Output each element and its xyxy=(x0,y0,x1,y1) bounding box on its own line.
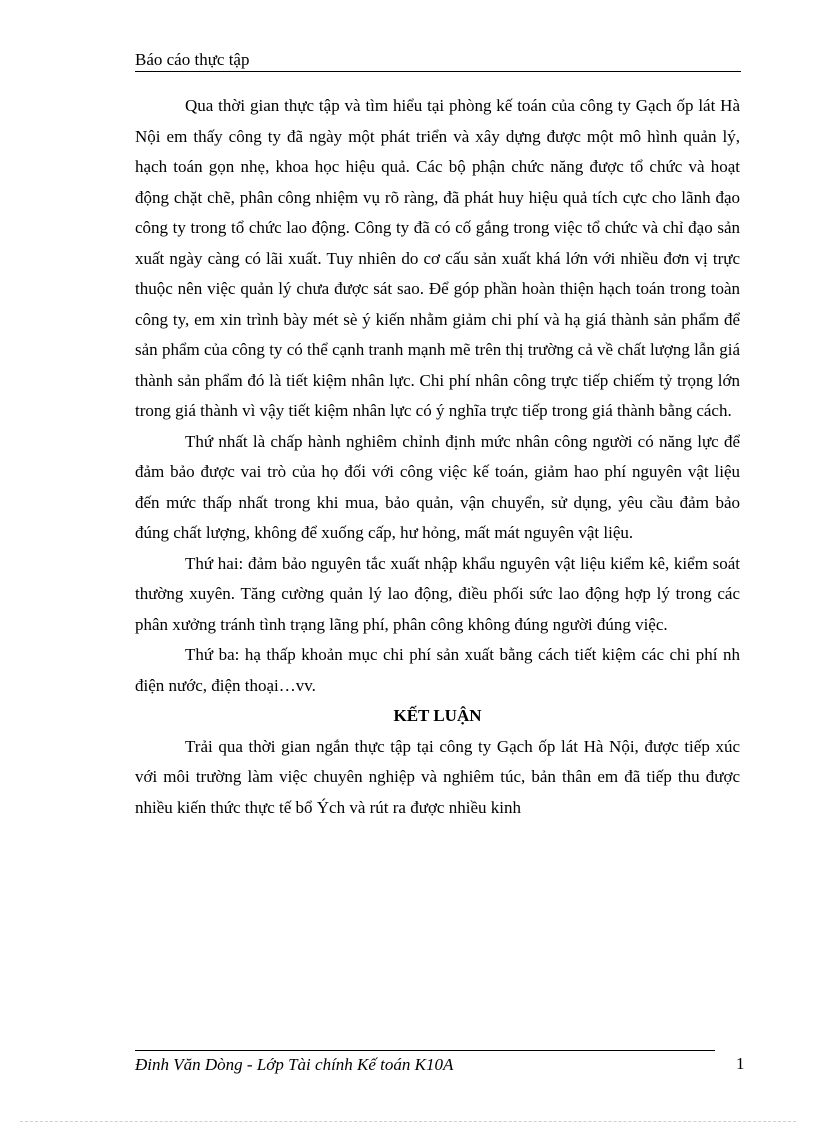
footer-divider xyxy=(135,1050,715,1051)
paragraph-third-measure: Thứ ba: hạ thấp khoản mục chi phí sản xuất bằng cách tiết kiệm các chi phí nh điện nước, điện thoại…vv. xyxy=(135,645,740,695)
page-header: Báo cáo thực tập xyxy=(135,50,741,72)
paragraph-second-measure: Thứ hai: đảm bảo nguyên tắc xuất nhập khẩu nguyên vật liệu kiểm kê, kiểm soát thường xuyên. Tăng cường quản lý lao động, điều phối sức lao động hợp lý trong các phân xưởng tránh tình trạng lãng phí, phân công không đúng người đúng việc. xyxy=(135,553,740,634)
paragraph-conclusion: Trải qua thời gian ngắn thực tập tại công ty Gạch ốp lát Hà Nội, được tiếp xúc với môi trường làm việc chuyên nghiệp và nghiêm túc, bản thân em đã tiếp thu được nhiều kiến thức thực tế bổ Ých và rút ra được nhiều kinh xyxy=(135,736,740,817)
footer-author: Đinh Văn Dòng - Lớp Tài chính Kế toán K10A xyxy=(135,1055,454,1074)
section-heading-conclusion: KẾT LUẬN xyxy=(393,706,482,725)
page-number: 1 xyxy=(736,1054,745,1073)
paragraph-first-measure: Thứ nhất là chấp hành nghiêm chỉnh định mức nhân công người có năng lực để đảm bảo được vai trò của họ đối với công việc kế toán, giảm hao phí nguyên vật liệu đến mức thấp nhất trong khi mua, bảo quản, vận chuyển, sử dụng, yêu cầu đảm bảo đúng chất lượng, không để xuống cấp, hư hỏng, mất mát nguyên vật liệu. xyxy=(135,431,740,542)
page-bottom-edge xyxy=(20,1121,796,1122)
paragraph-introduction: Qua thời gian thực tập và tìm hiểu tại phòng kế toán của công ty Gạch ốp lát Hà Nội em thấy công ty đã ngày một phát triển và xây dựng được một mô hình quản lý, hạch toán gọn nhẹ, khoa học hiệu quả. Các bộ phận chức năng được tổ chức và hoạt động chặt chẽ, phân công nhiệm vụ rõ ràng, đã phát huy hiệu quả tích cực cho lãnh đạo công ty trong tổ chức lao động. Công ty đã có cố gắng trong việc tổ chức và chỉ đạo sản xuất ngày càng có lãi xuất. Tuy nhiên do cơ cấu sản xuất khá lớn với nhiều đơn vị trực thuộc nên việc quản lý chưa được sát sao. Để góp phần hoàn thiện hạch toán trong toàn công ty, em xin trình bày mét sè ý kiến nhằm giảm chi phí và hạ giá thành sản phẩm để sản phẩm của công ty có thể cạnh tranh mạnh mẽ trên thị trường cả về chất lượng lẫn giá thành sản phẩm đó là tiết kiệm nhân lực. Chi phí nhân công trực tiếp chiếm tỷ trọng lớn trong giá thành vì vậy tiết kiệm nhân lực có ý nghĩa trực tiếp trong giá thành bằng cách. xyxy=(135,96,740,420)
document-body xyxy=(135,91,740,823)
